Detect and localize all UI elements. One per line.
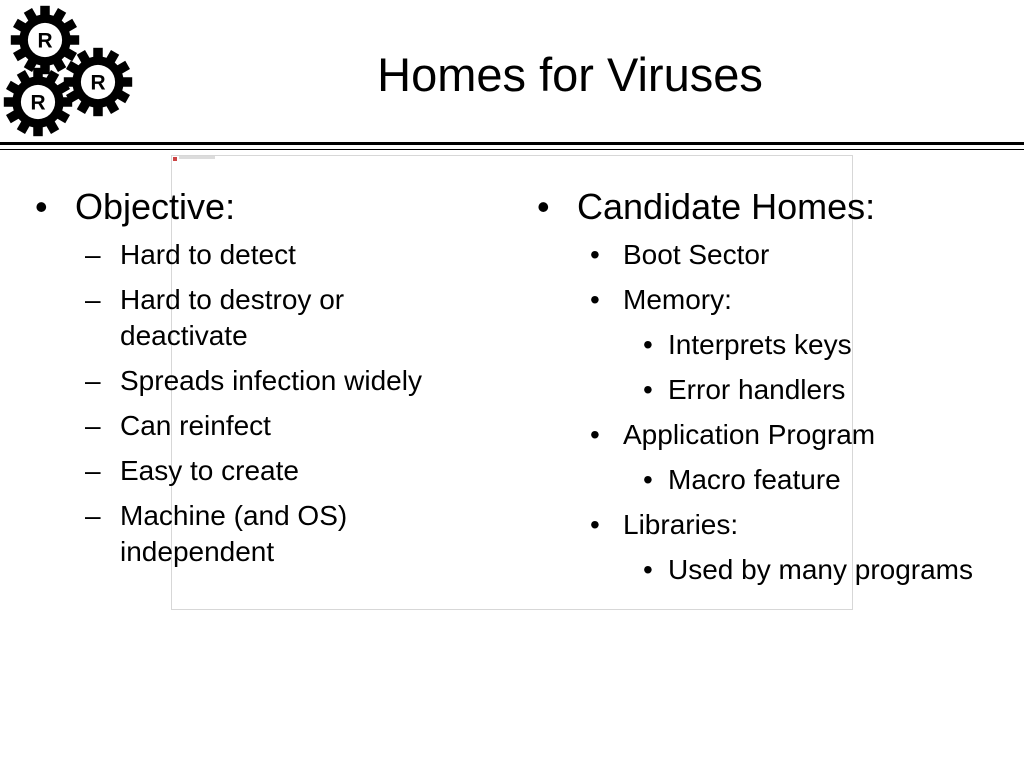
candidate-homes-list — [537, 237, 1007, 588]
bullet-icon: • — [643, 374, 653, 405]
candidate-homes-heading — [537, 186, 1007, 228]
dash-icon: – — [85, 410, 101, 441]
bullet-icon: • — [643, 554, 653, 585]
objective-column — [35, 186, 475, 570]
dash-icon: – — [85, 500, 101, 531]
dash-icon: – — [85, 365, 101, 396]
objective-list — [35, 237, 475, 570]
frame-corner-icon — [173, 157, 177, 161]
gears-logo — [0, 0, 140, 140]
list-item: • Memory: — [537, 282, 1007, 318]
list-item: • Libraries: — [537, 507, 1007, 543]
list-item: – Easy to create — [35, 453, 475, 489]
title-divider-thin — [0, 149, 1024, 150]
list-item: – Hard to detect — [35, 237, 475, 273]
bullet-icon: • — [590, 419, 600, 450]
gear-icon-left — [4, 68, 72, 136]
list-item: – Machine (and OS) independent — [85, 500, 348, 567]
bullet-icon: • — [35, 186, 48, 227]
bullet-icon: • — [537, 186, 550, 227]
dash-icon: – — [85, 239, 101, 270]
gear-letter: R — [90, 71, 106, 95]
bullet-icon: • — [643, 464, 653, 495]
objective-heading — [35, 186, 475, 228]
bullet-icon: • — [590, 239, 600, 270]
objective-heading-label: Objective: — [75, 186, 236, 227]
list-item: • Boot Sector — [537, 237, 1007, 273]
list-item: – Can reinfect — [35, 408, 475, 444]
sub-list-item: • Interprets keys — [537, 327, 1007, 363]
dash-icon: – — [85, 455, 101, 486]
gear-letter: R — [30, 91, 46, 115]
slide-title: Homes for Viruses — [377, 48, 763, 101]
list-item: • Application Program — [537, 417, 1007, 453]
bullet-icon: • — [643, 329, 653, 360]
list-item: – Hard to destroy or deactivate — [85, 284, 345, 351]
bullet-icon: • — [590, 509, 600, 540]
gear-letter: R — [37, 29, 53, 53]
dash-icon: – — [85, 284, 101, 315]
title-divider-thick — [0, 142, 1024, 145]
sub-list-item: • Macro feature — [537, 462, 1007, 498]
sub-list-item: • Used by many programs — [537, 552, 1007, 588]
list-item: – Spreads infection widely — [35, 363, 475, 399]
candidate-homes-heading-label: Candidate Homes: — [577, 186, 876, 227]
frame-caption — [179, 156, 215, 159]
candidate-homes-column — [537, 186, 1007, 588]
sub-list-item: • Error handlers — [537, 372, 1007, 408]
bullet-icon: • — [590, 284, 600, 315]
